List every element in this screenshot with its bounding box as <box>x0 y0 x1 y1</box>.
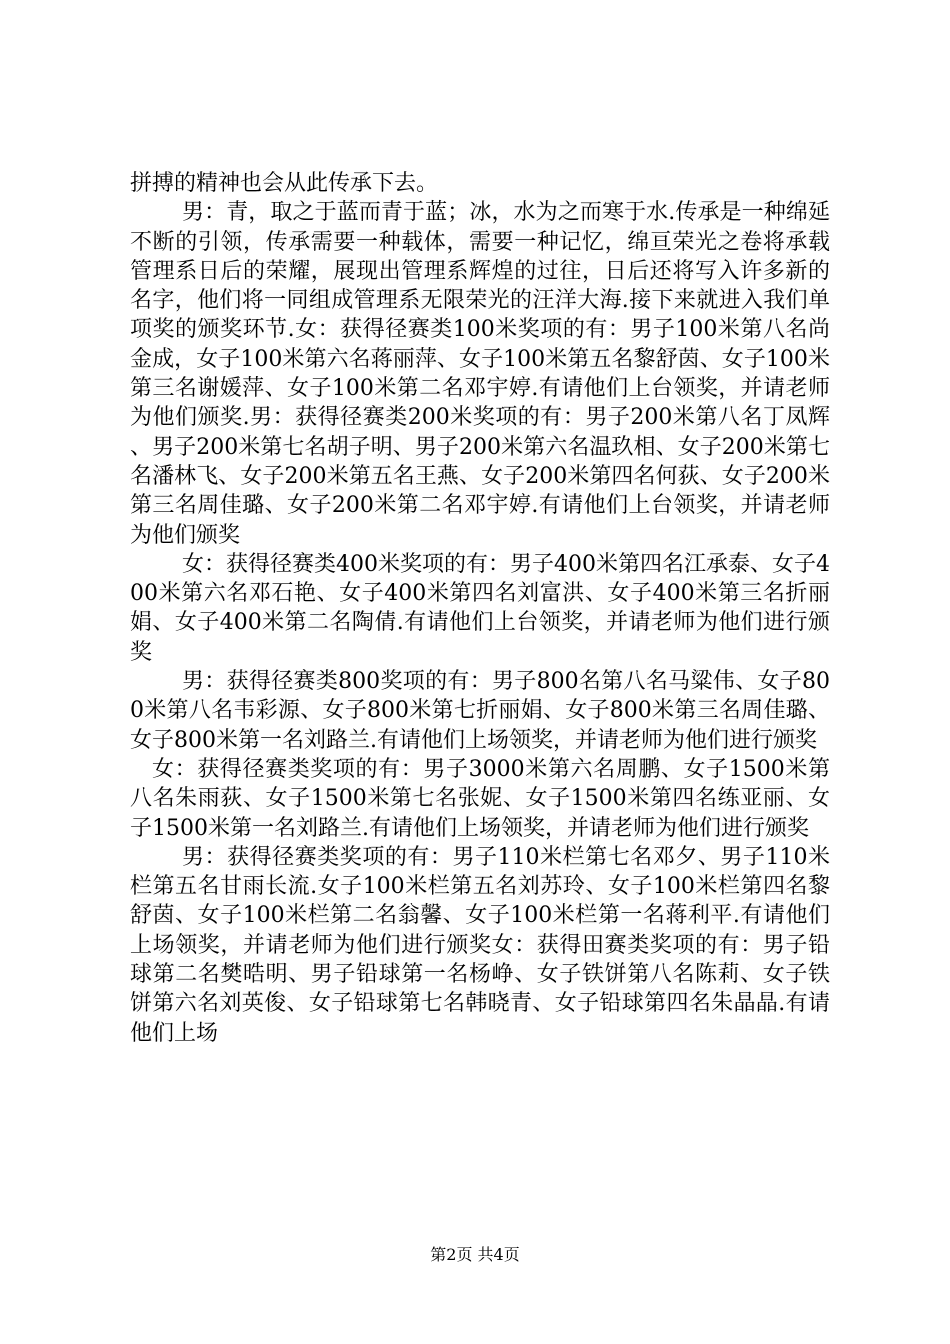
paragraph-800m: 男：获得径赛类800奖项的有：男子800名第八名马粱伟、女子800米第八名韦彩源、女子800米第七折丽娟、女子800米第三名周佳璐、女子800米第一名刘路兰.有请他们上场领奖，并请老师为他们进行颁奖 <box>130 669 830 753</box>
paragraph-hurdles-field: 男：获得径赛类奖项的有：男子110米栏第七名邓夕、男子110米栏第五名甘雨长流.女子100米栏第五名刘苏玲、女子100米栏第四名黎舒茵、女子100米栏第二名翁馨、女子100米栏第一名蒋利平.有请他们上场领奖，并请老师为他们进行颁奖女：获得田赛类奖项的有：男子铅球第二名樊晧明、男子铅球第一名杨峥、女子铁饼第八名陈莉、女子铁饼第六名刘英俊、女子铅球第七名韩晓青、女子铅球第四名朱晶晶.有请他们上场 <box>130 844 830 1046</box>
paragraph-1500m-3000m: 女：获得径赛类奖项的有：男子3000米第六名周鹏、女子1500米第八名朱雨荻、女子1500米第七名张妮、女子1500米第四名练亚丽、女子1500米第一名刘路兰.有请他们上场领奖，并请老师为他们进行颁奖 <box>130 756 830 841</box>
paragraph-400m: 女：获得径赛类400米奖项的有：男子400米第四名江承泰、女子400米第六名邓石艳、女子400米第四名刘富洪、女子400米第三名折丽娟、女子400米第二名陶倩.有请他们上台领奖，并请老师为他们进行颁奖 <box>130 551 830 665</box>
document-body <box>130 169 830 1048</box>
paragraph-intro-100m-200m: 男：青，取之于蓝而青于蓝；冰，水为之而寒于水.传承是一种绵延不断的引领，传承需要一种载体，需要一种记忆，绵亘荣光之卷将承载管理系日后的荣耀，展现出管理系辉煌的过往，日后还将写入许多新的名字，他们将一同组成管理系无限荣光的汪洋大海.接下来就进入我们单项奖的颁奖环节.女：获得径赛类100米奖项的有：男子100米第八名尚金成，女子100米第六名蒋丽萍、女子100米第五名黎舒茵、女子100米第三名谢媛萍、女子100米第二名邓宇婷.有请他们上台领奖，并请老师为他们颁奖.男：获得径赛类200米奖项的有：男子200米第八名丁凤辉、男子200米第七名胡子明、男子200米第六名温玖相、女子200米第七名潘林飞、女子200米第五名王燕、女子200米第四名何荻、女子200米第三名周佳璐、女子200米第二名邓宇婷.有请他们上台领奖，并请老师为他们颁奖 <box>130 200 830 548</box>
paragraph-continuation: 拼搏的精神也会从此传承下去。 <box>130 171 439 196</box>
page-footer: 第2页 共4页 <box>430 1245 520 1264</box>
